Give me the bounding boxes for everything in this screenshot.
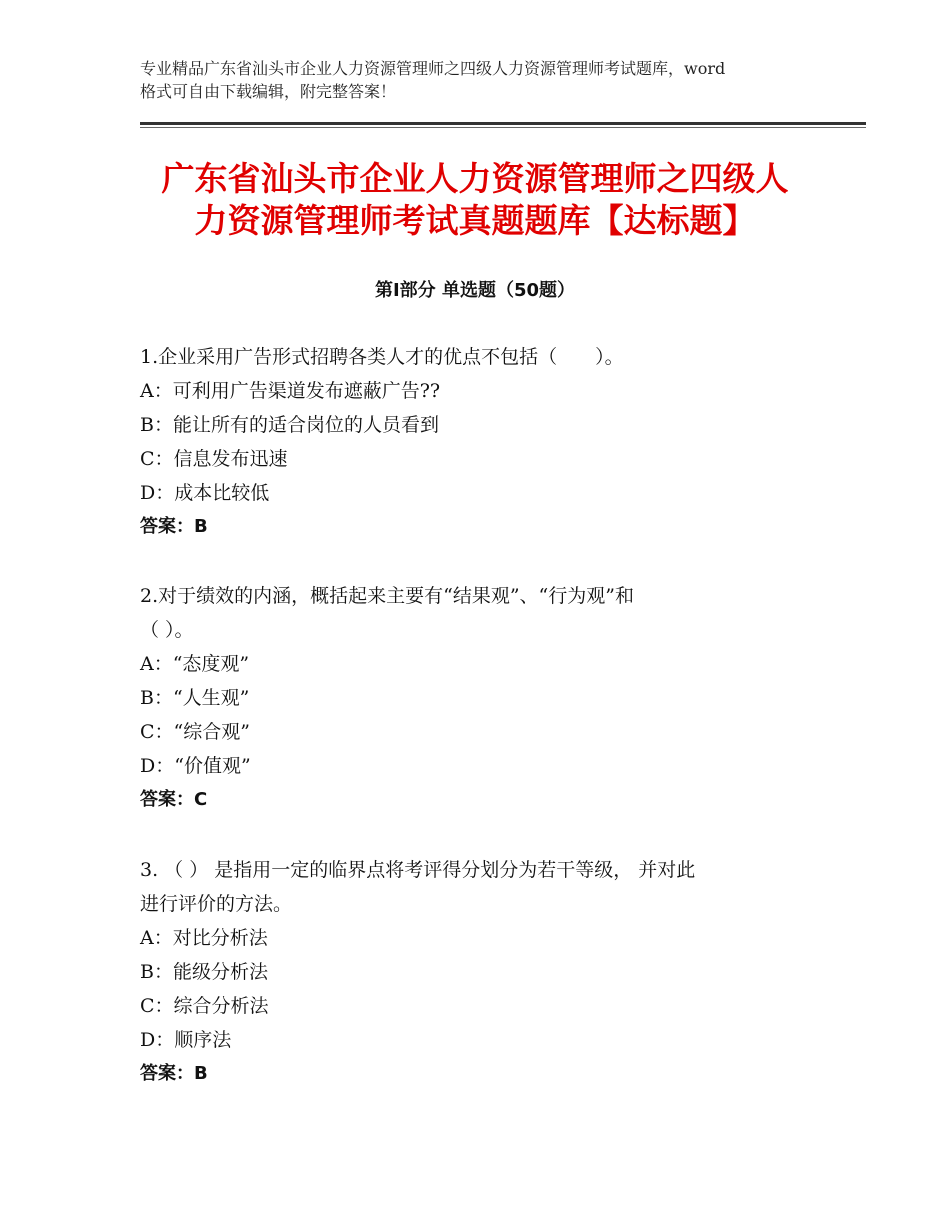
header-rule-thin (140, 127, 866, 128)
question-stem-continued: （ ）。 (140, 619, 194, 641)
question-stem: 1.企业采用广告形式招聘各类人才的优点不包括（ ）。 (140, 346, 624, 368)
question-2 (140, 579, 820, 817)
option-d: D：顺序法 (140, 1029, 232, 1051)
question-stem: 2.对于绩效的内涵，概括起来主要有“结果观”、“行为观”和 (140, 585, 634, 607)
answer: 答案：B (140, 516, 208, 537)
option-a: A：可利用广告渠道发布遮蔽广告?? (140, 380, 441, 402)
option-d: D：“价值观” (140, 755, 251, 777)
header-line-2: 格式可自由下载编辑，附完整答案！ (140, 82, 397, 101)
answer: 答案：B (140, 1063, 208, 1084)
option-c: C：“综合观” (140, 721, 250, 743)
question-3 (140, 853, 820, 1091)
option-a: A：对比分析法 (140, 927, 268, 949)
question-stem-continued: 进行评价的方法。 (140, 893, 293, 915)
option-a: A：“态度观” (140, 653, 250, 675)
option-d: D：成本比较低 (140, 482, 270, 504)
question-1 (140, 340, 820, 544)
title-line-1: 广东省汕头市企业人力资源管理师之四级人 (161, 159, 789, 198)
section-heading: 第Ⅰ部分 单选题（50题） (374, 280, 575, 301)
document-title (100, 158, 850, 242)
title-line-2: 力资源管理师考试真题题库【达标题】 (194, 201, 756, 240)
option-b: B：能级分析法 (140, 961, 268, 983)
option-c: C：信息发布迅速 (140, 448, 288, 470)
question-stem: 3. （ ） 是指用一定的临界点将考评得分划分为若干等级， 并对此 (140, 859, 696, 881)
document-header (140, 57, 820, 103)
header-rule-thick (140, 122, 866, 125)
option-b: B：“人生观” (140, 687, 250, 709)
option-c: C：综合分析法 (140, 995, 269, 1017)
option-b: B：能让所有的适合岗位的人员看到 (140, 414, 439, 436)
header-line-1: 专业精品广东省汕头市企业人力资源管理师之四级人力资源管理师考试题库，word (140, 59, 726, 78)
answer: 答案：C (140, 789, 208, 810)
